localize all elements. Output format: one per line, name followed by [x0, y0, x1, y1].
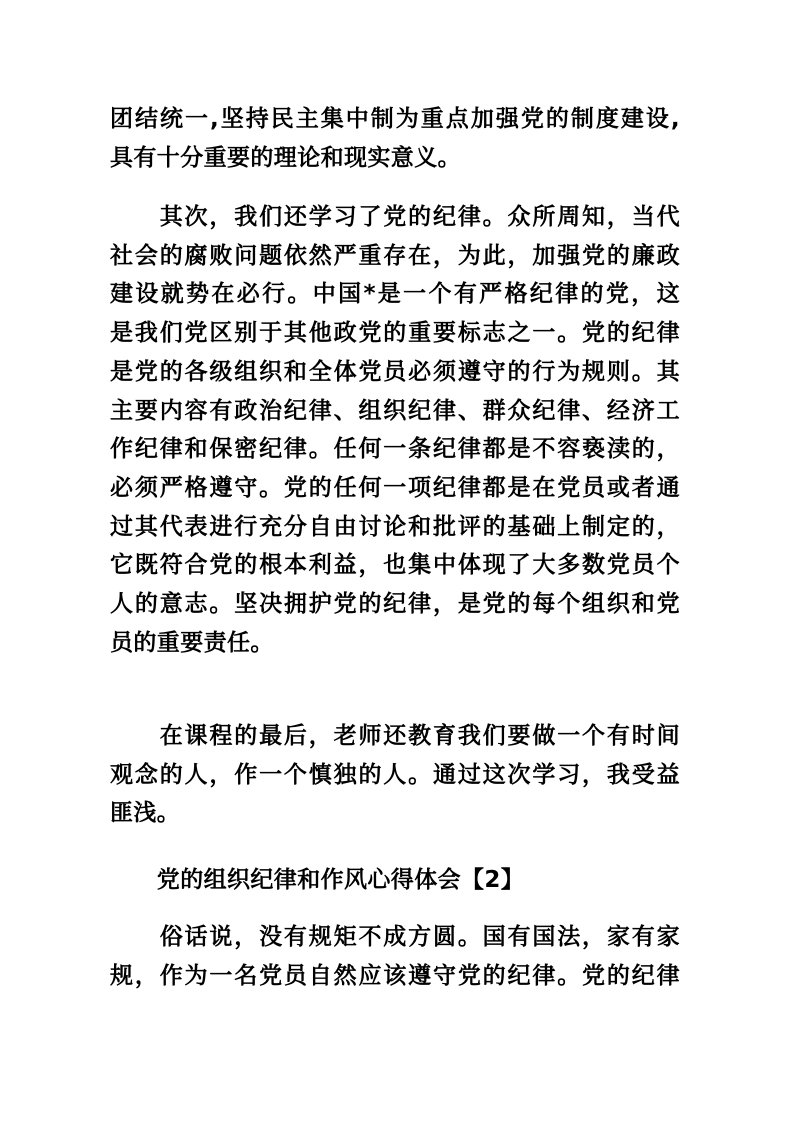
text-line: 是党的各级组织和全体党员必须遵守的行为规则。其 [110, 358, 680, 385]
text-line: 主要内容有政治纪律、组织纪律、群众纪律、经济工 [110, 397, 680, 424]
text-line: 具有十分重要的理论和现实意义。 [110, 144, 461, 171]
text-line: 必须严格遵守。党的任何一项纪律都是在党员或者通 [110, 474, 680, 501]
text-line: 社会的腐败问题依然严重存在，为此，加强党的廉政 [110, 242, 680, 269]
text-line: 员的重要责任。 [110, 629, 274, 656]
text-line: 是我们党区别于其他政党的重要标志之一。党的纪律 [110, 320, 680, 347]
text-line: 规，作为一名党员自然应该遵守党的纪律。党的纪律 [110, 962, 680, 989]
text-line: 其次，我们还学习了党的纪律。众所周知，当代 [110, 204, 680, 230]
text-line: 匪浅。 [110, 800, 181, 827]
text-line: 它既符合党的根本利益，也集中体现了大多数党员个 [110, 552, 680, 579]
paragraph-intro-conclusion [110, 100, 680, 177]
text-line: 过其代表进行充分自由讨论和批评的基础上制定的， [110, 513, 680, 540]
text-line: 建设就势在必行。中国*是一个有严格纪律的党，这 [110, 281, 680, 308]
heading-line: 党的组织纪律和作风心得体会【2】 [110, 867, 525, 893]
text-line: 在课程的最后，老师还教育我们要做一个有时间 [110, 723, 680, 749]
text-line: 观念的人，作一个慎独的人。通过这次学习，我受益 [110, 761, 680, 788]
paragraph-course-end [110, 717, 680, 833]
text-line: 人的意志。坚决拥护党的纪律，是党的每个组织和党 [110, 591, 680, 618]
paragraph-party-discipline [110, 198, 680, 662]
section-heading [110, 861, 680, 900]
text-line: 团结统一,坚持民主集中制为重点加强党的制度建设, [110, 106, 680, 132]
paragraph-rules-saying [110, 918, 680, 995]
text-line: 俗话说，没有规矩不成方圆。国有国法，家有家 [110, 924, 680, 950]
text-line: 作纪律和保密纪律。任何一条纪律都是不容亵渎的， [110, 436, 680, 463]
